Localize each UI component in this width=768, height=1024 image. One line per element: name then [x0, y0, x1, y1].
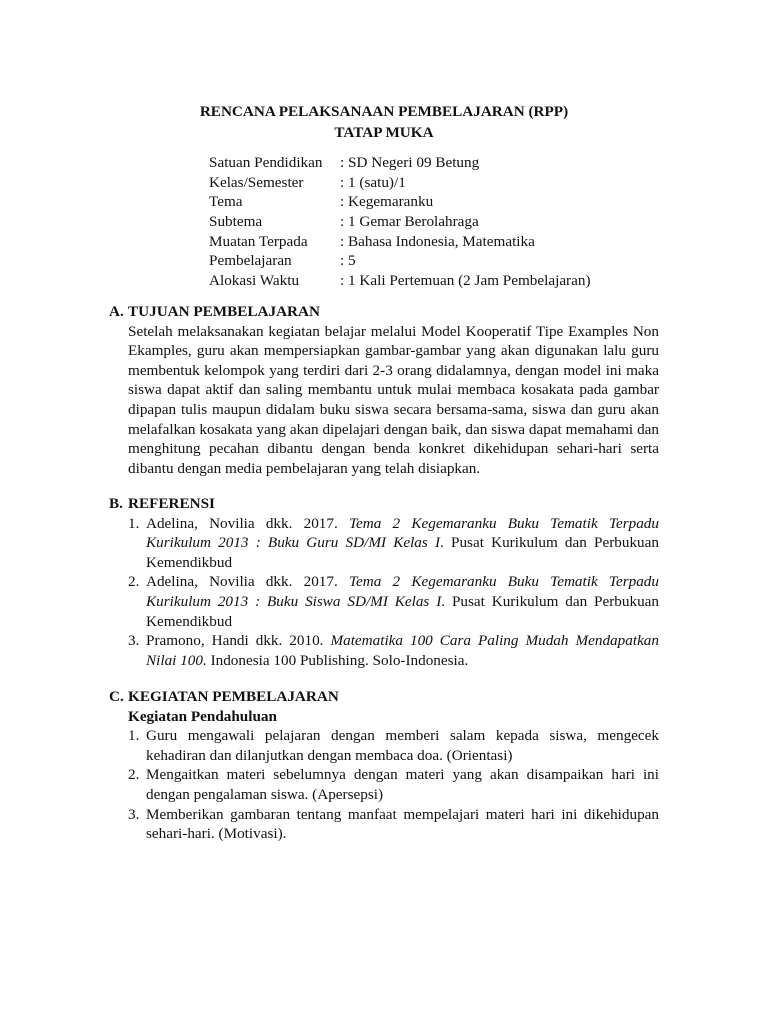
identity-value: : 5	[340, 252, 356, 270]
document-title	[0, 101, 768, 143]
section-kegiatan	[109, 687, 659, 844]
activity-text: Guru mengawali pelajaran dengan memberi salam kepada siswa, mengecek kehadiran dan dilanjutkan dengan membaca doa. (Orientasi)	[146, 727, 659, 764]
activity-item	[109, 805, 659, 844]
identity-label: Alokasi Waktu	[209, 272, 300, 290]
section-title: REFERENSI	[128, 495, 215, 512]
section-heading	[109, 302, 659, 322]
title-line-1: RENCANA PELAKSANAAN PEMBELAJARAN (RPP)	[199, 103, 569, 120]
reference-title: Tema 2 Kegemaranku Buku Tematik Terpadu Kurikulum 2013 : Buku Guru SD/MI Kelas I	[146, 514, 659, 552]
identity-label: Pembelajaran	[209, 252, 292, 270]
activity-item	[109, 765, 659, 804]
identity-row	[209, 271, 591, 291]
section-heading	[109, 494, 659, 514]
reference-publisher: . Pusat Kurikulum dan Perbukuan Kemendikbud	[146, 592, 659, 630]
section-title: KEGIATAN PEMBELAJARAN	[128, 688, 339, 705]
reference-item	[109, 631, 659, 670]
identity-row	[209, 153, 591, 173]
identity-value: : 1 Gemar Berolahraga	[340, 213, 479, 231]
tujuan-paragraph: Setelah melaksanakan kegiatan belajar melalui Model Kooperatif Tipe Examples Non Ekamples, guru akan mempersiapkan gambar-gambar yang akan digunakan lalu guru membentuk kelompok yang terdiri dari 2-3 orang didalamnya, dengan model ini maka siswa dapat aktif dan saling membantu untuk mulai membaca kosakata pada gambar dipapan tulis maupun didalam buku siswa secara bersama-sama, siswa dan guru akan melafalkan kosakata yang akan dipelajari dengan baik, dan siswa dapat memahami dan menghitung pecahan dibantu dengan benda konkret dikehidupan sehari-hari serta dibantu dengan media pembelajaran yang telah disiapkan.	[128, 322, 659, 477]
list-number: 3.	[128, 632, 140, 650]
identity-label: Satuan Pendidikan	[209, 154, 323, 171]
reference-item	[109, 572, 659, 631]
reference-title: Matematika 100 Cara Paling Mudah Mendapatkan Nilai 100.	[146, 632, 659, 669]
identity-table	[209, 153, 591, 291]
section-heading	[109, 687, 659, 707]
identity-value: : 1 (satu)/1	[340, 173, 406, 191]
activity-list	[109, 726, 659, 844]
list-number: 3.	[128, 805, 140, 823]
reference-author: Pramono, Handi dkk. 2010.	[146, 632, 331, 650]
activity-text: Memberikan gambaran tentang manfaat mempelajari materi hari ini dikehidupan sehari-hari. (Motivasi).	[146, 805, 659, 843]
subsection-heading: Kegiatan Pendahuluan	[128, 707, 277, 725]
section-tujuan	[109, 302, 659, 478]
identity-value: : Bahasa Indonesia, Matematika	[340, 232, 535, 250]
activity-text: Mengaitkan materi sebelumnya dengan materi yang akan disampaikan hari ini dengan pengalaman siswa. (Apersepsi)	[146, 766, 659, 803]
identity-value: : 1 Kali Pertemuan (2 Jam Pembelajaran)	[340, 272, 591, 290]
identity-row	[209, 173, 591, 193]
list-number: 1.	[128, 514, 140, 532]
identity-label: Subtema	[209, 213, 263, 231]
section-letter: C.	[109, 688, 124, 705]
identity-row	[209, 212, 591, 232]
identity-label: Tema	[209, 193, 243, 211]
list-number: 1.	[128, 727, 140, 745]
identity-row	[209, 251, 591, 271]
list-number: 2.	[128, 766, 140, 784]
section-title: TUJUAN PEMBELAJARAN	[128, 303, 320, 320]
title-line-2: TATAP MUKA	[334, 124, 434, 141]
reference-item	[109, 514, 659, 573]
reference-list	[109, 514, 659, 671]
identity-value: : SD Negeri 09 Betung	[340, 154, 480, 171]
reference-publisher: . Pusat Kurikulum dan Perbukuan Kemendikbud	[146, 534, 659, 571]
section-letter: B.	[109, 495, 123, 512]
identity-label: Muatan Terpada	[209, 232, 308, 250]
reference-author: Adelina, Novilia dkk. 2017.	[146, 514, 349, 532]
reference-author: Adelina, Novilia dkk. 2017.	[146, 573, 349, 591]
section-letter: A.	[109, 303, 124, 320]
identity-row	[209, 232, 591, 252]
activity-item	[109, 726, 659, 765]
identity-value: : Kegemaranku	[340, 193, 434, 211]
section-referensi	[109, 494, 659, 670]
list-number: 2.	[128, 573, 140, 591]
reference-publisher: Indonesia 100 Publishing. Solo-Indonesia.	[206, 651, 469, 669]
identity-row	[209, 192, 591, 212]
reference-title: Tema 2 Kegemaranku Buku Tematik Terpadu Kurikulum 2013 : Buku Siswa SD/MI Kelas I	[146, 573, 659, 610]
identity-label: Kelas/Semester	[209, 173, 304, 191]
